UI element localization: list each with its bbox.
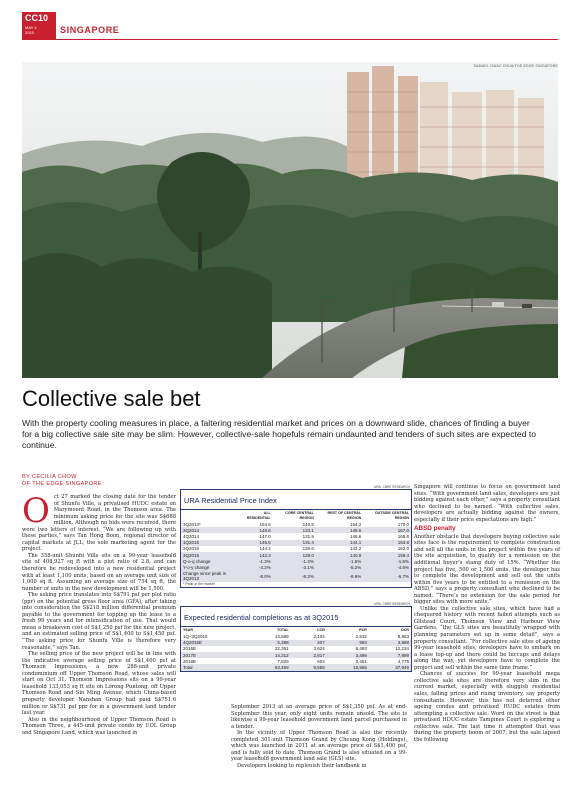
table-cell: 131.9: [302, 533, 314, 539]
table-cell: -3.1%: [273, 564, 316, 570]
table-header-row: ALL RESIDENTIAL CORE CENTRAL REGION REST OF CENTRAL REGION OUTSIDE CENTRAL REGION: [246, 511, 409, 520]
table-cell: 8,953: [397, 634, 409, 640]
table-cell: 144.1: [316, 540, 363, 546]
table-cell: 147.0: [259, 533, 271, 539]
page-number-box: [22, 12, 56, 40]
paragraph: The 358-unit Shunfu Ville sits on a 99-year leasehold site of 408,927 sq ft with a plot ratio of 2.8, and can therefore be redeveloped into a new residential project with at least 1,100 units, based on an average unit size of 1,000 sq ft. Assuming an average size of 754 sq ft, the number of units in the new development will be 1,500.: [22, 552, 176, 592]
table-cell: 145.5: [238, 540, 273, 546]
byline: [22, 474, 102, 488]
price-index-grid: [181, 510, 411, 582]
table-cell: 144.2: [259, 546, 271, 552]
byline-author: BY CECILIA CHOW: [22, 474, 77, 480]
table-cell: -8.0%: [238, 571, 273, 582]
page-header: [0, 0, 580, 40]
table-cell: 5,388: [249, 640, 291, 646]
byline-organization: OF THE EDGE SINGAPORE: [22, 481, 102, 487]
table-cell: 13,589: [274, 634, 289, 640]
table-cell: -1.6%: [363, 558, 411, 564]
table-cell: 3,496: [327, 652, 369, 658]
table-cell: 163.8: [363, 540, 411, 546]
table-cell: -8.2%: [273, 571, 316, 582]
row-label: Y-o-y change: [181, 564, 238, 570]
paragraph: Unlike the collective sale sites, which have had a chequered history with recent failed attempts such as Gilstead Court, Thomson View and Harbour View Gardens, “the GLS sites are beautifully wrapped with planning parameters set up in some detail”, says a property consultant. “For collective sale sites of ageing 99-year leasehold sites, developers have to embark on a lease top-up and there could be hiccups and delays along the way, yet developers have to complete the project and sell within the same time frame.”: [414, 605, 560, 671]
article-column-2: [231, 704, 407, 769]
header-rule: [22, 39, 558, 40]
table-cell: 130.6: [302, 546, 314, 552]
paragraph: Developers looking to replenish their landbank in: [237, 762, 367, 769]
paragraph: The selling price of the new project will be in line with the indicative average selling price of S$1,400 psf at Thomson Impressions, a new 288-unit private condominium off Upper Thomson Road, whose sales will start on Oct 31. Thomson Impressions sits on a 99-year leasehold 133,053 sq ft site on Lorong Puntong, off Upper Thomson Road and Sin Ming Avenue, which China-based property developer Nanshan Group had paid S$751.6 million or S$731 psf ppr for in a government land tender last year.: [22, 651, 176, 717]
table-cell: -4.6%: [363, 564, 411, 570]
table-cell: 63,469: [249, 664, 291, 670]
row-label: 2016E: [183, 646, 197, 652]
table-cell: 3,988: [369, 640, 411, 646]
table-cell: 131.4: [273, 540, 316, 546]
table-cell: 15,965: [327, 664, 369, 670]
table1-title: URA Residential Price Index: [181, 490, 411, 510]
table-cell: 6,493: [355, 646, 367, 652]
table-cell: -4.2%: [238, 564, 273, 570]
table-cell: 148.6: [316, 527, 363, 533]
table-cell: 140.5: [302, 521, 314, 527]
table-header-row: YEAR TOTAL CCR RCR OCR: [183, 628, 409, 632]
table-cell: 7,999: [369, 652, 411, 658]
row-label: 2017E: [181, 652, 249, 658]
table-row: [181, 664, 411, 670]
table-cell: 2,817: [291, 652, 327, 658]
row-label: 4Q2015E: [181, 640, 249, 646]
article-column-3: [414, 484, 560, 743]
table-cell: 9,555: [291, 664, 327, 670]
row-label: Change since peak in 3Q2013: [181, 571, 238, 582]
table-cell: 993: [327, 640, 369, 646]
table-cell: 407: [291, 640, 327, 646]
table-cell: -8.6%: [316, 571, 363, 582]
row-label: 4Q2014: [183, 533, 200, 539]
table-cell: 603: [317, 658, 325, 664]
paragraph: September 2013 at an average price of S$1,350 psf. As at end-September this year, only eight units remain unsold. The site is likewise a 99-year leasehold government land parcel purchased in a tender.: [231, 704, 407, 730]
table-cell: 154.6: [259, 521, 271, 527]
table-cell: -6.7%: [363, 571, 411, 582]
price-index-table: [180, 489, 412, 588]
table-cell: 143.2: [349, 546, 362, 552]
photo-credit: SAMUEL ISAAC CHUA/THE EDGE SINGAPORE: [473, 64, 558, 68]
paragraph: Also in the neighbourhood of Upper Thomson Road is Thomson Three, a 445-unit private condo by UOL Group and Singapore Land, which was launched in: [22, 716, 176, 736]
subheading-absd-penalty: ABSD penalty: [414, 525, 456, 533]
table-cell: 12,234: [395, 646, 409, 652]
issue-date: MAY 4 2015: [25, 25, 37, 35]
table-cell: 2,532: [355, 634, 367, 640]
table2-title: Expected residential completions as at 3Q2015: [181, 607, 411, 627]
table-cell: 142.3: [238, 552, 273, 558]
row-label: Q-o-q change: [181, 558, 238, 564]
table-cell: -1.3%: [238, 558, 273, 564]
table-cell: 37,949: [369, 664, 411, 670]
row-label: 3Q2014: [181, 527, 238, 533]
table2-body: [181, 634, 411, 671]
row-label: 3Q2015: [181, 552, 238, 558]
drop-cap: O: [22, 491, 50, 531]
completions-table: [180, 606, 412, 672]
table-cell: 167.0: [363, 527, 411, 533]
article-title: Collective sale bet: [22, 386, 201, 411]
table1-note: * Peak of the market: [183, 581, 215, 586]
table-cell: 7,829: [277, 658, 289, 664]
table-cell: 165.6: [397, 533, 409, 539]
row-label: 2Q2015: [183, 546, 200, 552]
paragraph: Another obstacle that developers buying collective sale sites face is the requirement to complete construction and sell all the units in the project within five years of the site acquisition, to qualify for a remission on the additional buyer’s stamp duty of 15%. “Whether the project has five, 500 or 1,500 units, the developer has to complete the development and sell out the units within five years to be entitled to a remission on the ABSD,” says a property consultant who declined to be named. “There’s no extension for the sale period for bigger sites with more units.”: [414, 533, 560, 606]
article-standfirst: With the property cooling measures in place, a faltering residential market and prices on a downward slide, chances of finding a buyer for a big collective sale site may be slim. However, collective-sale hopefuls remain undaunted and tenders of such sites are expected to continue.: [22, 418, 536, 451]
table-cell: -1.2%: [273, 558, 316, 564]
table2-source: URA, CBRE RESEARCH: [374, 602, 410, 606]
table-cell: 22,351: [274, 646, 289, 652]
table1-source: URA, CBRE RESEARCH: [374, 485, 410, 489]
table-cell: 148.6: [238, 527, 273, 533]
row-label: 2018E: [183, 658, 197, 664]
table-cell: 129.0: [273, 552, 316, 558]
table-cell: 159.4: [363, 552, 411, 558]
table-cell: -5.2%: [316, 564, 363, 570]
table-cell: 4,775: [397, 658, 409, 664]
row-label: Total: [181, 664, 249, 670]
table-row: [181, 571, 411, 582]
paragraph: ct 27 marked the closing date for the tender of Shunfu Ville, a privatised HUDC estate on Marymount Road, in the Thomson area. The minimum asking price for the site was S$688 million. Although no bids were received, there were two letters of interest. “We are following up with these parties,” says Tan Hong Boon, regional director of capital markets at JLL, the sole marketing agent for the project.: [22, 494, 176, 553]
table-cell: 14,312: [249, 652, 291, 658]
table-cell: 154.2: [349, 521, 362, 527]
table-cell: 2,451: [355, 658, 367, 664]
section-label: SINGAPORE: [60, 25, 120, 35]
table-cell: 140.9: [316, 552, 363, 558]
row-label: 1Q–3Q2015: [183, 634, 208, 640]
article-column-1: [22, 491, 176, 736]
row-label: 1Q2015: [181, 540, 238, 546]
paragraph: In the vicinity of Upper Thomson Road is also the recently completed 301-unit Thomson Grand by Cheung Kong (Holdings), which was launched in 2011 at an average price of S$1,400 psf, and is fully sold to date. Thomson Grand is also situated on a 99-year leasehold government land sale (GLS) site.: [231, 730, 407, 763]
condo-tower-photo: [22, 62, 558, 378]
table-cell: 162.0: [397, 546, 409, 552]
paragraph: Singapore will continue to focus on government land sites. “With government land sales, developers are just bidding against each other,” says a property consultant who declined to be named. “With collective sales, developers are actually bidding against the owners, especially if their price expectations are high.”: [414, 484, 560, 523]
table-cell: 170.0: [397, 521, 409, 527]
page-code: CC10: [25, 13, 49, 23]
table-cell: 2,104: [313, 634, 325, 640]
paragraph: Chances of success for 99-year leasehold mega collective sale sites are therefore very slim in the current market, especially with sluggish residential sales, falling prices and rising inventory, say property consultants. However, this has not deterred other ageing condos and privatised HUDC estates from attempting a collective sale. Word on the street is that privatised HDUC estate Tampines Court is exploring a collective sale. The last time it attempted that was during the property boom of 2007, but the sale lapsed the following: [414, 671, 560, 743]
table-cell: -1.6%: [316, 558, 363, 564]
table-cell: 146.6: [349, 533, 362, 539]
paragraph: The asking price translates into S$791 psf per plot ratio (ppr) on the potential gross floor area (GFA), after taking into consideration the S$218 million differential premium payable to the government for topping up the lease to a fresh 99 years and for intensification of use. That would mean a breakeven cost of S$1,250 psf for the new project, and an estimated selling price of S$1,400 to S$1,450 psf. “The asking price for Shunfu Ville is therefore very reasonable,” says Tan.: [22, 592, 176, 651]
table-cell: 133.1: [273, 527, 316, 533]
table-cell: 3,624: [313, 646, 325, 652]
completions-grid: [181, 627, 411, 671]
table1-body: [181, 521, 411, 582]
row-label: 3Q2013*: [183, 521, 201, 527]
